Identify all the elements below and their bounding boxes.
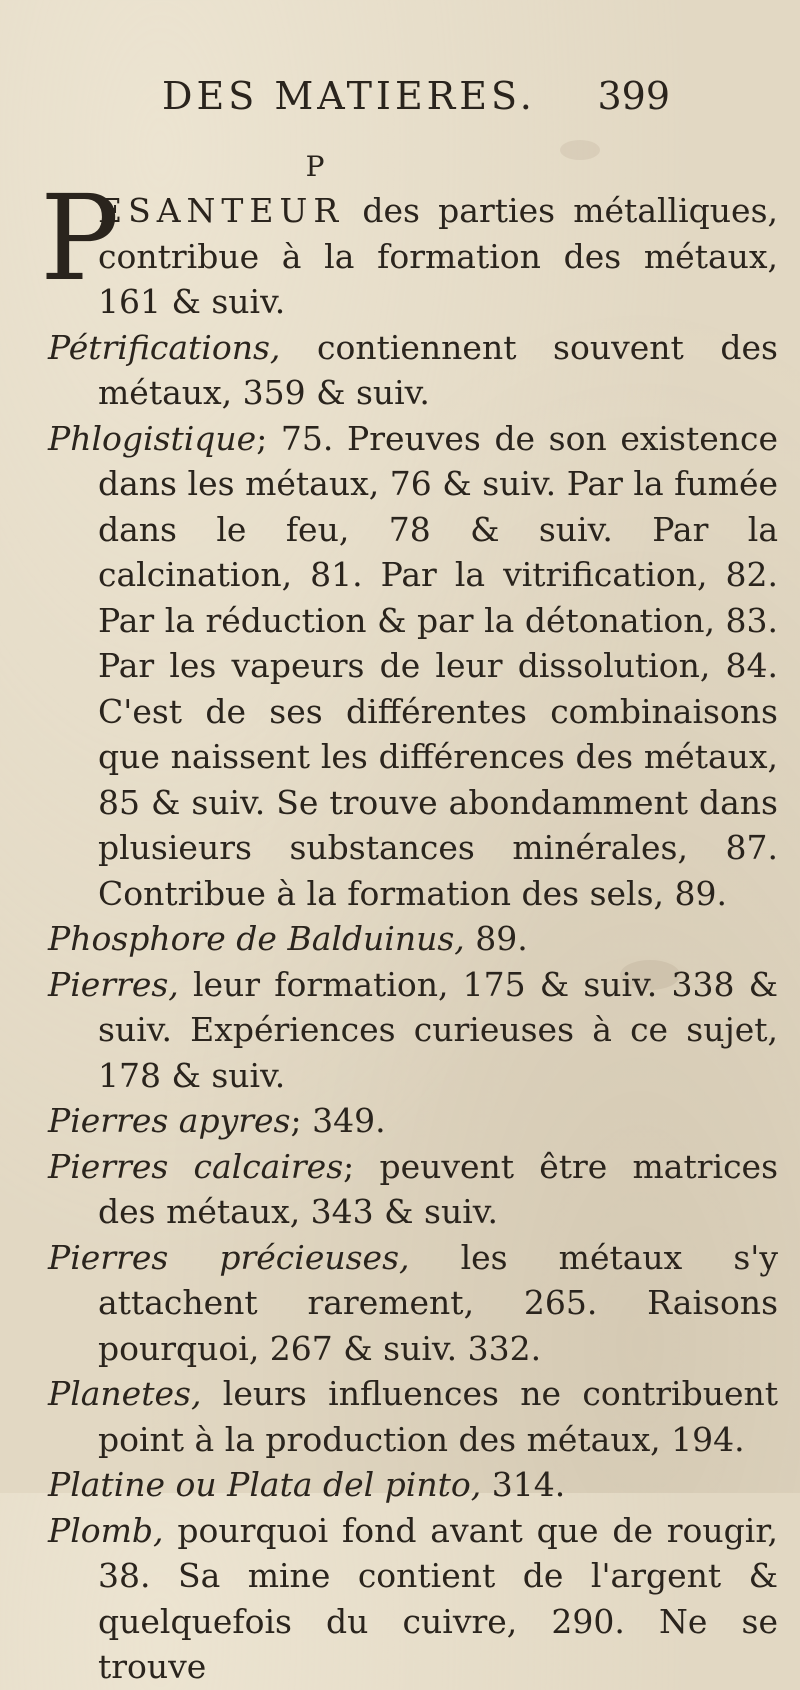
drop-cap: P [40, 169, 120, 307]
entry-text: ; 349. [290, 1101, 386, 1140]
index-entry [48, 916, 778, 962]
entry-text: 314. [481, 1465, 566, 1504]
index-entry [48, 1144, 778, 1235]
entry-term: Pierres précieuses, [48, 1237, 410, 1277]
entry-term: Pierres, [48, 964, 179, 1004]
entry-text: leurs influences ne contribuent point à la production des métaux, 194. [98, 1374, 778, 1459]
index-entry [48, 325, 778, 416]
entry-term: Plomb, [48, 1510, 164, 1550]
entry-term: Phlogistique [48, 418, 257, 458]
running-head [150, 74, 670, 118]
section-letter: P [305, 150, 325, 183]
entry-term: Pierres calcaires [48, 1146, 344, 1186]
index-entries [40, 169, 779, 1690]
index-entry [48, 1508, 778, 1690]
paper-stain [560, 140, 600, 160]
index-entry [40, 169, 778, 325]
entry-text: ; 75. Preuves de son existence dans les métaux, 76 & suiv. Par la fumée dans le feu, 78 & suiv. Par la calcination, 81. Par la vitrification, 82. Par la réduction & par la détonation, 83. Par les vapeurs de leur dissolution, 84. C'est de ses différentes combinaisons que naissent les différences des métaux, 85 & suiv. Se trouve abondamment dans plusieurs substances minérales, 87. Contribue à la formation des sels, 89. [98, 418, 778, 913]
index-entry [48, 962, 778, 1099]
entry-term: ESANTEUR [98, 191, 345, 230]
index-entry [48, 1098, 778, 1144]
entry-text: ; peuvent être matrices des métaux, 343 & suiv. [98, 1146, 779, 1231]
entry-text: les métaux s'y attachent rarement, 265. Raisons pourquoi, 267 & suiv. 332. [98, 1237, 778, 1368]
entry-term: Pétrifications, [48, 327, 281, 367]
entry-text: leur formation, 175 & suiv. 338 & suiv. Expériences curieuses à ce sujet, 178 & suiv. [98, 964, 778, 1095]
page-number: 399 [597, 74, 670, 118]
entry-text: des parties métalliques, contribue à la formation des métaux, 161 & suiv. [98, 191, 778, 321]
entry-text: contiennent souvent des métaux, 359 & suiv. [98, 327, 778, 412]
index-entry [48, 1462, 778, 1508]
index-entry [48, 416, 778, 917]
entry-term: Planetes, [48, 1374, 202, 1413]
index-entry [48, 1235, 778, 1372]
entry-term: Pierres apyres [48, 1101, 291, 1140]
entry-term: Platine ou Plata del pinto, [48, 1465, 482, 1504]
entry-text: pourquoi fond avant que de rougir, 38. Sa mine contient de l'argent & quelquefois du cuivre, 290. Ne se trouve [98, 1510, 778, 1686]
index-entry [48, 1371, 778, 1462]
entry-text: 89. [464, 919, 528, 958]
entry-term: Phosphore de Balduinus, [48, 919, 465, 958]
running-title: DES MATIERES. [162, 74, 536, 118]
